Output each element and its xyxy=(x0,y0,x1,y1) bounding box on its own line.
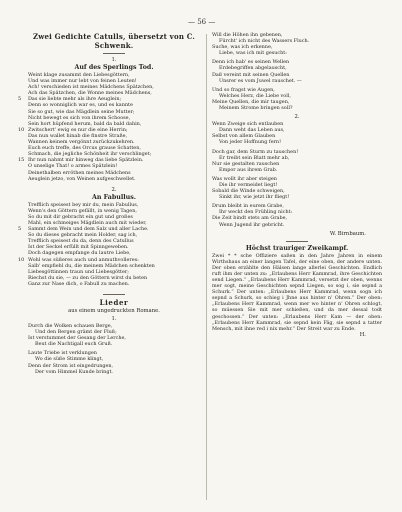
verse-line xyxy=(28,281,200,287)
stanza-line: Und den Bergen grämt der Fluß; xyxy=(35,329,117,336)
stanza-line: Liebe, was ich mit gesucht: xyxy=(219,50,287,57)
stanza-line: Meinem Strome bringen soll? xyxy=(219,105,293,112)
stanza-line: Will die Höhen ihn gebenen, xyxy=(212,32,283,38)
verse-text: Ihr nun nahmt mir hinweg das liebe Spätzlein. xyxy=(28,157,144,164)
verse-text: Weint klage zusammt den Liebesgöttern, xyxy=(28,72,130,78)
stanza-line: Beut die Nachtigall euch Gruß. xyxy=(35,341,113,348)
verse-text: Euch euch treffe, des Orcus grause Schatten, xyxy=(28,145,141,152)
line-number: 15 xyxy=(18,157,25,164)
poem2-number: 2. xyxy=(111,186,117,193)
verse-text: So du mit dir gebracht ein gut und großes xyxy=(28,213,133,220)
stanza-line: Die Zeit bindt stets am Grabe, xyxy=(212,215,288,222)
stanza-line: Daß vereint mit seinen Quellen xyxy=(212,71,290,78)
article-signature: H. xyxy=(359,331,366,338)
line-number: 10 xyxy=(18,126,25,133)
stanza xyxy=(212,149,382,173)
stanza-line: Die ihr vermeidet liegt! xyxy=(219,181,278,188)
page-number: — 56 — xyxy=(188,18,216,26)
verse-text: Denn so wonniglich war es, und es kannte xyxy=(28,102,133,109)
verse-text: Trefflich speisest du da, denn des Catullus xyxy=(28,238,134,245)
article-body: Zwei * * sche Offiziere saßen in den Jahre Jahren in einem Wirthshaus an einer langen Tafel, der eine oben, der andere unten. Der oben erzählte den Hälsen lange allerlei Geschichten. Endlich ruft ihm der unten zu: „Erlaubens Herr Kammrad, ihre Geschichten send Liegen.“ „Erlaubens Herr Kammrad, versetzt der oben, wenns mer sogt, meine Geschichten sepnd Liegen, so sog i, sie sepnd a Schurk.“ Der unten: „Erlaubens Herr Kammrad, wenn sogn ich sepnd a Schurk, so schieg i Jhne aus hinter n' Ohren.“ Der oben: „Erlaubens Herr Kammrad, wenn mer wo hinter n' Ohren schlogt, so müessen Sie mit mer schießen, und da mer dessal todt geschossen.“ Der unten: „Erlaubens Herr Kam — der oben: „Erlaubens Herr Kammrad, sie sepnd kein Fäg, sie sepnd a tatter Mensch, mit ihne red i nix mehr.“ Der Streit war zu Ende. xyxy=(212,252,382,332)
verse-text: Ach! verschieden ist meines Mädchens Spätzchen, xyxy=(28,84,154,91)
verse-text: Wenn's den Göttern gefällt, in wenig Tagen, xyxy=(28,207,137,214)
right-column xyxy=(212,32,382,339)
stanza-line: Meine Quellen, die mir taugen, xyxy=(212,98,290,105)
verse-text: So du dieses gebracht mein Holder, sag ich, xyxy=(28,232,138,239)
stanza xyxy=(212,176,382,200)
column-divider xyxy=(206,34,207,500)
verse-text: O unselige That! o armes Spätzlein! xyxy=(28,163,118,170)
stanza-line: Er treibt sein Blatt mehr ab, xyxy=(219,154,290,161)
stanza xyxy=(28,350,200,374)
verse-line xyxy=(28,176,200,182)
stanza-line: Wenn Zweige sich entlauben xyxy=(212,121,284,128)
article-rule xyxy=(286,241,308,242)
signature: W. Birnbaum. xyxy=(329,230,366,237)
verse-text: Deinethalben erröthen meines Mädchens xyxy=(28,169,131,176)
stanza-line: Empor aus ihrem Grab. xyxy=(219,166,278,173)
poem1-heading: Auf des Sperlings Tod. xyxy=(74,64,154,71)
stanza-line: Durch die Wolken schauen Berge, xyxy=(28,323,113,329)
song2-stanzas xyxy=(212,121,382,228)
stanza-line: Von jeder Hoffnung fern! xyxy=(219,139,282,146)
stanza-line: Welches Herz, die Liebe voll, xyxy=(219,92,291,99)
stanza-line: Nur sie gestalten rauschen xyxy=(212,160,280,167)
title-rule xyxy=(103,53,125,54)
lieder-number: 1. xyxy=(111,316,117,322)
stanza xyxy=(212,121,382,145)
verse-text: Das sie liebte mehr als ihre Aeuglein; xyxy=(28,96,122,103)
verse-text: Ganz zur Nase dich, o Fabull zu machen. xyxy=(28,280,130,287)
verse-text: Sammt dem Wein und dem Salz und aller Lache. xyxy=(28,226,149,233)
lieder-subtitle: aus einem ungedruckten Romane. xyxy=(68,308,160,314)
line-number: 5 xyxy=(18,226,22,233)
verse-text: Nicht bewegt es sich von ihrem Schoose, xyxy=(28,114,131,121)
verse-text: Ist der Seckel erfüllt mit Spinngeweben. xyxy=(28,244,129,251)
lieder-stanzas xyxy=(28,323,200,375)
verse-text: Doch dagegen empfange du lautre Liebe, xyxy=(28,250,131,257)
verse-text: Schmach, die jegliche Schönheit ihr verschlinget; xyxy=(28,151,152,158)
stanza-line: Denn ich hab' es seinen Wellen xyxy=(212,59,290,66)
lieder-title: Lieder xyxy=(99,298,129,307)
verse-text: Wannen keinem vergönnt zurückzukehren. xyxy=(28,139,135,146)
verse-text: Und was immer nur lebt von feinen Leuten! xyxy=(28,78,137,85)
stanza xyxy=(28,323,200,347)
stanza-line: Erdebegriffen abgelauscht, xyxy=(219,65,287,72)
poem2-lines xyxy=(18,201,200,287)
stanza-line: Fürcht' ich nicht des Wassers Fluch. xyxy=(219,38,310,45)
line-number: 5 xyxy=(18,96,22,103)
verse-text: Sein hort hüpfend herum, bald da bald dahin, xyxy=(28,120,142,127)
stanza-line: Und so fragst wie Augen, xyxy=(212,86,275,93)
stanza-line: Wo die süße Stimme klingt, xyxy=(35,356,104,363)
verse-text: Zwitschert' ewig es nur die eine Herrin; xyxy=(28,126,128,133)
catull-title: Zwei Gedichte Catulls, übersetzt von C. Schwenk. xyxy=(32,32,196,50)
stanza xyxy=(212,87,382,111)
stanza-line: Ihr weckt den Frühling nicht: xyxy=(219,209,293,216)
stanza-line: Der vom Himmel Kunde bringt. xyxy=(35,368,113,375)
verse-text: Aeuglein jetzo, von Weinen aufgeschwellet. xyxy=(28,175,136,182)
verse-text: Wohl was süßeres auch und anmuthvolleres: xyxy=(28,256,139,263)
line-number: 10 xyxy=(18,256,25,263)
verse-text: Mahl, ein schmeiges Mägdlein auch mit wieder, xyxy=(28,219,147,226)
stanza-line: Drum bleibt in eurem Grabe, xyxy=(212,203,284,210)
stanza-line: Unsrer es vom Juwel rauschet. — xyxy=(219,77,302,84)
stanza-line: Sobald die Winde schweigen, xyxy=(212,188,285,195)
song2-number: 2. xyxy=(294,114,300,121)
stanza-line: Laute Triebe ist verklungen xyxy=(28,350,97,357)
verse-text: Ach das Spätzchen, die Wonne meines Mädchens, xyxy=(28,90,152,97)
stanza xyxy=(212,203,382,227)
poem1-lines xyxy=(18,72,200,182)
verse-text: Salb' empfiehl du, die meinem Mädchen schenkten xyxy=(28,262,155,269)
stanza-line: Denn der Strom ist eingedrungen, xyxy=(28,362,114,369)
verse-text: Liebesgöttinnen traun und Liebesgötter; xyxy=(28,268,129,275)
stanza-line: Dann weht das Leben aus, xyxy=(219,127,285,134)
poem2-heading: An Fabullus. xyxy=(92,193,136,201)
stanza-line: Was wollt ihr aber steigen xyxy=(212,175,277,182)
stanza-line: Sinkt ihr, wie jetzt ihr fliegt! xyxy=(219,194,290,201)
song1-continued xyxy=(212,32,382,111)
lieder-rule xyxy=(103,294,125,295)
stanza-line: Doch gar, dem Sturm zu tauschen! xyxy=(212,148,299,155)
stanza xyxy=(212,59,382,83)
article-title: Höchst trauriger Zweikampf. xyxy=(245,244,349,252)
stanza-line: Ist verstummet der Gesang der Lerche, xyxy=(28,335,126,342)
poem1-number: 1. xyxy=(111,57,117,63)
stanza-line: Selbst von allem Glauben xyxy=(212,133,276,140)
stanza-line: Wenn Jugend ihr gebricht. xyxy=(219,221,285,228)
left-column xyxy=(18,32,200,378)
verse-text: Sie so gut, wie das Mägdlein seine Mutter; xyxy=(28,108,135,115)
verse-text: Das nun wallet hinab die finstre Straße, xyxy=(28,132,128,139)
verse-text: Riechst du sie, — zu den Göttern wirst du beten xyxy=(28,274,148,281)
verse-text: Trefflich speisest bey mir du, mein Fabullus, xyxy=(28,201,139,208)
stanza-line: Suche, was ich erkenne, xyxy=(212,44,273,51)
stanza xyxy=(212,32,382,56)
